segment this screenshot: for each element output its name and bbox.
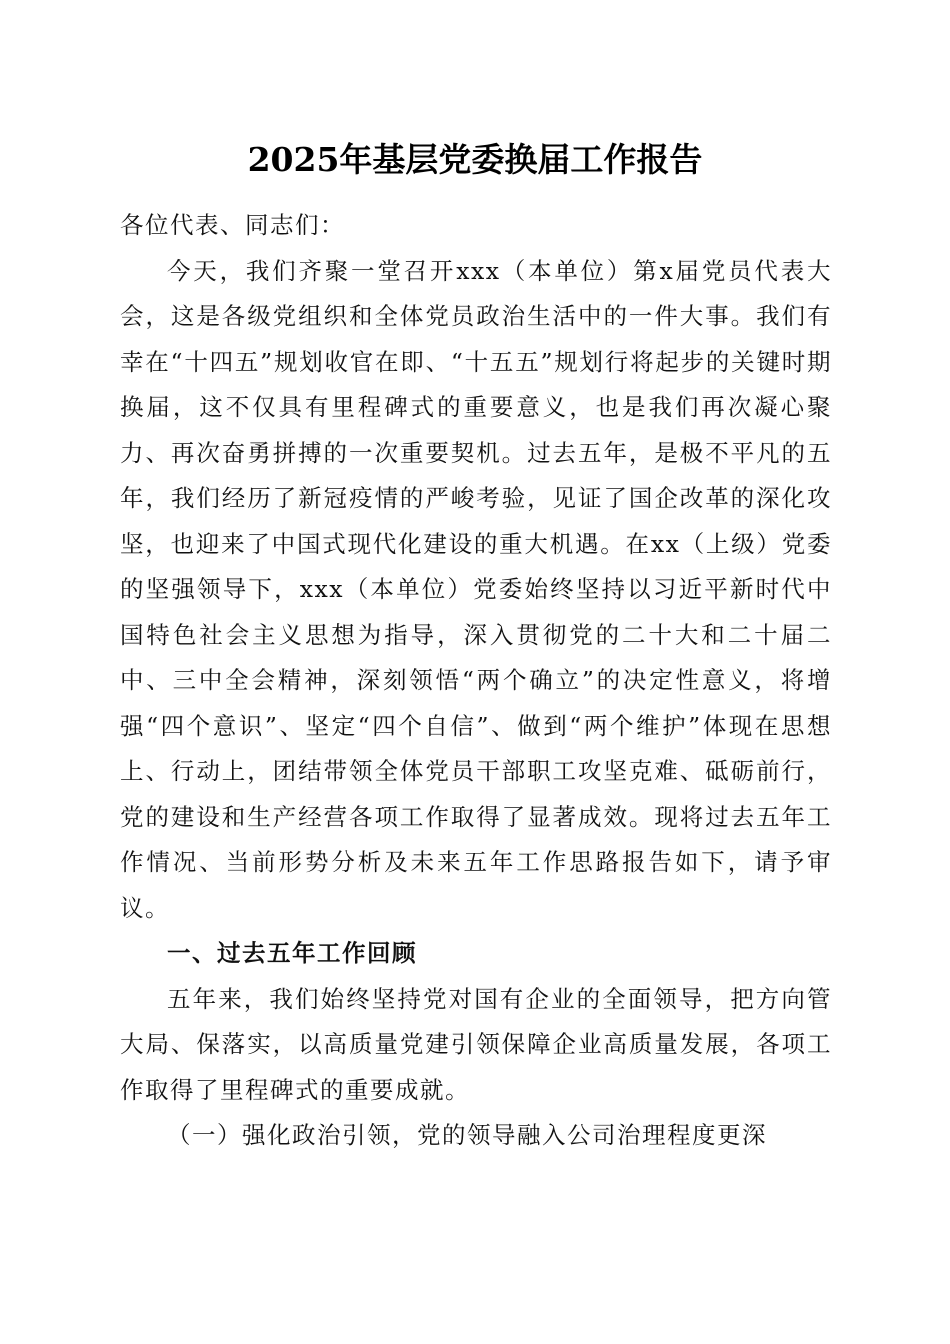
intro-paragraph: 今天，我们齐聚一堂召开xxx（本单位）第x届党员代表大会，这是各级党组织和全体党员政治生活中的一件大事。我们有幸在“十四五”规划收官在即、“十五五”规划行将起步的关键时期换届，这不仅具有里程碑式的重要意义，也是我们再次凝心聚力、再次奋勇拼搏的一次重要契机。过去五年，是极不平凡的五年，我们经历了新冠疫情的严峻考验，见证了国企改革的深化攻坚，也迎来了中国式现代化建设的重大机遇。在xx（上级）党委的坚强领导下，xxx（本单位）党委始终坚持以习近平新时代中国特色社会主义思想为指导，深入贯彻党的二十大和二十届二中、三中全会精神，深刻领悟“两个确立”的决定性意义，将增强“四个意识”、坚定“四个自信”、做到“两个维护”体现在思想上、行动上，团结带领全体党员干部职工攻坚克难、砥砺前行，党的建设和生产经营各项工作取得了显著成效。现将过去五年工作情况、当前形势分析及未来五年工作思路报告如下，请予审议。 (120, 256, 832, 922)
section-heading: 一、过去五年工作回顾 (167, 939, 417, 967)
document-body (120, 203, 832, 1159)
subsection-heading: （一）强化政治引领，党的领导融入公司治理程度更深 (167, 1121, 767, 1149)
document-title: 2025年基层党委换届工作报告 (247, 140, 703, 179)
section-paragraph: 五年来，我们始终坚持党对国有企业的全面领导，把方向管大局、保落实，以高质量党建引领保障企业高质量发展，各项工作取得了里程碑式的重要成就。 (120, 984, 832, 1104)
salutation: 各位代表、同志们： (120, 211, 345, 239)
